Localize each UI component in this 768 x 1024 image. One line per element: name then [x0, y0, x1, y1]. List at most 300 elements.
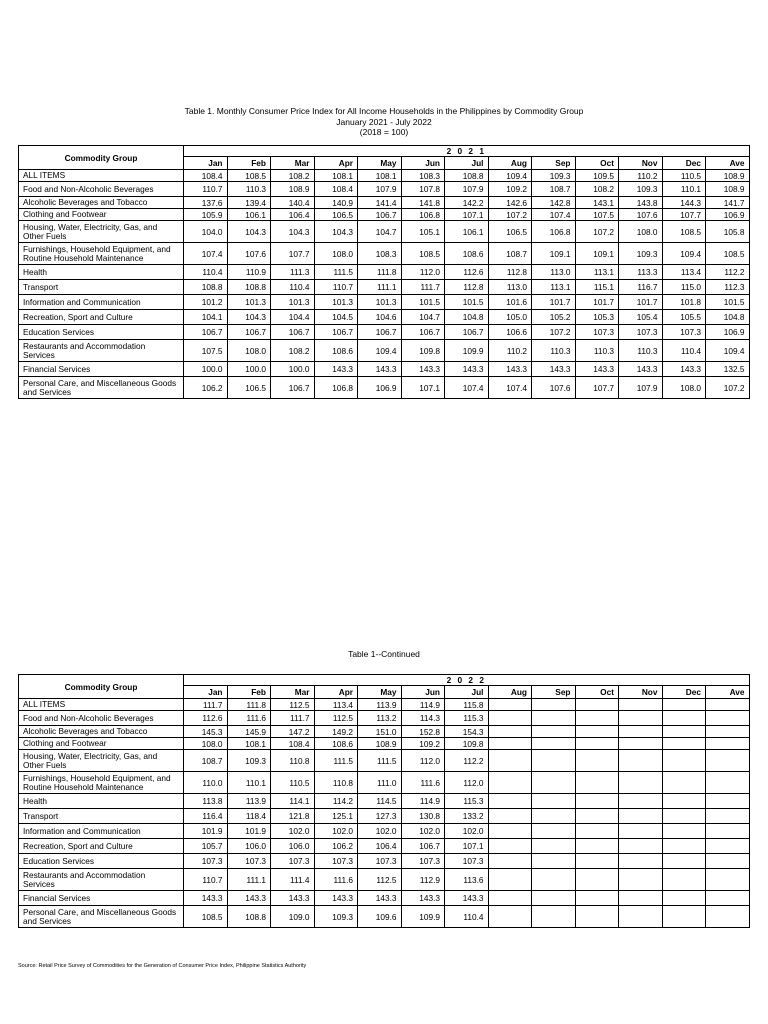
table-row — [19, 340, 750, 362]
index-value: 112.5 — [314, 711, 358, 726]
month-header: Dec — [662, 686, 706, 699]
index-value: 147.2 — [271, 726, 315, 738]
index-value: 139.4 — [227, 197, 271, 209]
commodity-name: Education Services — [19, 854, 184, 869]
index-value: 109.4 — [706, 340, 750, 362]
month-header: Oct — [575, 157, 619, 170]
index-value: 107.4 — [532, 209, 576, 221]
index-value: 144.3 — [662, 197, 706, 209]
index-value: 108.9 — [706, 182, 750, 197]
index-value: 113.6 — [445, 869, 489, 891]
commodity-name: Food and Non-Alcoholic Beverages — [19, 711, 184, 726]
index-value: 108.3 — [401, 170, 445, 182]
index-value: 106.9 — [706, 325, 750, 340]
index-value: 112.0 — [401, 265, 445, 280]
index-value: 130.8 — [401, 809, 445, 824]
index-value: 143.3 — [314, 362, 358, 377]
index-value: 107.1 — [401, 377, 445, 399]
commodity-group-header: Commodity Group — [19, 675, 184, 699]
index-value: 102.0 — [271, 824, 315, 839]
index-value: 109.2 — [488, 182, 532, 197]
month-header: Mar — [271, 157, 315, 170]
index-value: 106.1 — [445, 221, 489, 243]
table-row — [19, 310, 750, 325]
index-value: 108.4 — [184, 170, 228, 182]
index-value — [619, 891, 663, 906]
index-value — [488, 906, 532, 928]
table-row — [19, 906, 750, 928]
table-row — [19, 711, 750, 726]
index-value: 140.4 — [271, 197, 315, 209]
index-value: 107.8 — [401, 182, 445, 197]
index-value: 107.3 — [619, 325, 663, 340]
year-header: 2 0 2 2 — [184, 675, 750, 686]
index-value — [619, 726, 663, 738]
index-value: 101.3 — [227, 295, 271, 310]
index-value: 112.8 — [488, 265, 532, 280]
table-row — [19, 265, 750, 280]
index-value: 142.2 — [445, 197, 489, 209]
commodity-name: Transport — [19, 809, 184, 824]
month-header: Jan — [184, 686, 228, 699]
index-value: 105.8 — [706, 221, 750, 243]
index-value: 107.3 — [358, 854, 402, 869]
index-value: 111.8 — [358, 265, 402, 280]
index-value: 108.6 — [314, 738, 358, 750]
commodity-name: Transport — [19, 280, 184, 295]
index-value — [488, 809, 532, 824]
commodity-name: Recreation, Sport and Culture — [19, 310, 184, 325]
index-value: 100.0 — [184, 362, 228, 377]
index-value: 151.0 — [358, 726, 402, 738]
index-value: 101.9 — [227, 824, 271, 839]
index-value: 112.3 — [706, 280, 750, 295]
index-value: 113.4 — [662, 265, 706, 280]
index-value: 106.7 — [358, 209, 402, 221]
index-value: 149.2 — [314, 726, 358, 738]
header-row-year — [19, 146, 750, 157]
index-value: 108.9 — [706, 170, 750, 182]
index-value: 113.9 — [358, 699, 402, 711]
table-row — [19, 280, 750, 295]
month-header: Nov — [619, 157, 663, 170]
index-value: 106.5 — [314, 209, 358, 221]
index-value — [662, 906, 706, 928]
index-value: 111.5 — [314, 750, 358, 772]
index-value — [706, 854, 750, 869]
index-value: 116.7 — [619, 280, 663, 295]
index-value: 108.1 — [314, 170, 358, 182]
index-value: 104.4 — [271, 310, 315, 325]
index-value — [488, 699, 532, 711]
commodity-name: Alcoholic Beverages and Tobacco — [19, 197, 184, 209]
index-value: 107.9 — [619, 377, 663, 399]
month-header: Jul — [445, 157, 489, 170]
index-value: 107.4 — [488, 377, 532, 399]
index-value: 106.7 — [314, 325, 358, 340]
month-header: Feb — [227, 686, 271, 699]
index-value: 109.6 — [358, 906, 402, 928]
index-value — [619, 869, 663, 891]
index-value — [488, 711, 532, 726]
index-value: 104.5 — [314, 310, 358, 325]
index-value: 110.7 — [184, 869, 228, 891]
index-value: 143.3 — [445, 891, 489, 906]
index-value: 106.9 — [358, 377, 402, 399]
index-value: 143.3 — [488, 362, 532, 377]
index-value: 107.9 — [358, 182, 402, 197]
index-value: 110.7 — [314, 280, 358, 295]
month-header: Nov — [619, 686, 663, 699]
index-value: 109.0 — [271, 906, 315, 928]
index-value: 113.1 — [575, 265, 619, 280]
index-value: 141.8 — [401, 197, 445, 209]
index-value — [575, 891, 619, 906]
index-value: 108.1 — [358, 170, 402, 182]
index-value: 109.4 — [662, 243, 706, 265]
month-header: Jun — [401, 157, 445, 170]
index-value — [575, 711, 619, 726]
index-value: 104.6 — [358, 310, 402, 325]
index-value: 108.9 — [271, 182, 315, 197]
index-value — [706, 699, 750, 711]
index-value: 108.7 — [488, 243, 532, 265]
index-value: 109.8 — [445, 738, 489, 750]
month-header: May — [358, 686, 402, 699]
index-value — [619, 699, 663, 711]
index-value — [706, 794, 750, 809]
index-value: 143.3 — [358, 362, 402, 377]
index-value: 112.5 — [358, 869, 402, 891]
table-row — [19, 362, 750, 377]
index-value — [575, 869, 619, 891]
index-value: 107.5 — [184, 340, 228, 362]
index-value: 106.1 — [227, 209, 271, 221]
index-value: 110.1 — [662, 182, 706, 197]
index-value — [706, 839, 750, 854]
index-value: 115.0 — [662, 280, 706, 295]
index-value — [662, 738, 706, 750]
commodity-name: Furnishings, Household Equipment, and Routine Household Maintenance — [19, 243, 184, 265]
index-value: 127.3 — [358, 809, 402, 824]
table-title: Table 1. Monthly Consumer Price Index for All Income Households in the Philippines by Commodity Group — [184, 106, 584, 116]
month-header: Feb — [227, 157, 271, 170]
index-value: 109.3 — [619, 243, 663, 265]
index-value: 141.4 — [358, 197, 402, 209]
index-value — [619, 750, 663, 772]
month-header: Jul — [445, 686, 489, 699]
commodity-group-header: Commodity Group — [19, 146, 184, 170]
index-value: 108.5 — [184, 906, 228, 928]
index-value — [488, 891, 532, 906]
index-value: 101.3 — [271, 295, 315, 310]
index-value — [619, 794, 663, 809]
index-value — [575, 824, 619, 839]
index-value: 108.7 — [532, 182, 576, 197]
index-value: 110.4 — [184, 265, 228, 280]
index-value: 108.5 — [401, 243, 445, 265]
table-row — [19, 824, 750, 839]
index-value — [575, 906, 619, 928]
index-value: 114.9 — [401, 794, 445, 809]
table-row — [19, 699, 750, 711]
table-row — [19, 377, 750, 399]
index-value: 107.7 — [662, 209, 706, 221]
year-header: 2 0 2 1 — [184, 146, 750, 157]
index-value: 101.2 — [184, 295, 228, 310]
index-value — [488, 854, 532, 869]
index-value: 104.3 — [227, 310, 271, 325]
index-value: 107.3 — [271, 854, 315, 869]
index-value: 106.7 — [401, 325, 445, 340]
index-value — [532, 794, 576, 809]
month-header: Aug — [488, 686, 532, 699]
index-value: 113.8 — [184, 794, 228, 809]
index-value: 108.8 — [184, 280, 228, 295]
index-value — [662, 750, 706, 772]
table-row — [19, 869, 750, 891]
index-value — [662, 711, 706, 726]
index-value: 108.0 — [619, 221, 663, 243]
index-value: 106.8 — [314, 377, 358, 399]
index-value: 107.3 — [184, 854, 228, 869]
index-value: 111.7 — [401, 280, 445, 295]
table-row — [19, 839, 750, 854]
index-value: 112.8 — [445, 280, 489, 295]
index-value: 107.3 — [227, 854, 271, 869]
index-value: 143.3 — [314, 891, 358, 906]
index-value — [706, 869, 750, 891]
commodity-name: Housing, Water, Electricity, Gas, and Other Fuels — [19, 221, 184, 243]
index-value: 111.0 — [358, 772, 402, 794]
continued-title: Table 1--Continued — [348, 649, 420, 659]
index-value: 113.0 — [488, 280, 532, 295]
index-value: 111.1 — [358, 280, 402, 295]
index-value: 112.2 — [445, 750, 489, 772]
table-row — [19, 750, 750, 772]
index-value: 137.6 — [184, 197, 228, 209]
index-value — [706, 772, 750, 794]
index-value — [488, 869, 532, 891]
index-value: 112.6 — [445, 265, 489, 280]
index-value — [706, 750, 750, 772]
index-value: 109.3 — [532, 170, 576, 182]
index-value: 110.3 — [227, 182, 271, 197]
index-value: 111.6 — [227, 711, 271, 726]
index-value: 102.0 — [314, 824, 358, 839]
header-row-year — [19, 675, 750, 686]
index-value: 108.4 — [271, 738, 315, 750]
commodity-name: Alcoholic Beverages and Tobacco — [19, 726, 184, 738]
index-value: 109.9 — [445, 340, 489, 362]
index-value: 110.8 — [314, 772, 358, 794]
month-header: May — [358, 157, 402, 170]
table-row — [19, 738, 750, 750]
index-value: 104.3 — [314, 221, 358, 243]
commodity-name: Information and Communication — [19, 824, 184, 839]
index-value — [532, 824, 576, 839]
index-value: 114.1 — [271, 794, 315, 809]
index-value — [619, 906, 663, 928]
index-value: 104.1 — [184, 310, 228, 325]
index-value: 110.5 — [662, 170, 706, 182]
index-value: 106.7 — [445, 325, 489, 340]
index-value: 111.6 — [401, 772, 445, 794]
table-row — [19, 325, 750, 340]
index-value: 105.4 — [619, 310, 663, 325]
month-header: Jun — [401, 686, 445, 699]
commodity-name: Clothing and Footwear — [19, 738, 184, 750]
table-row — [19, 726, 750, 738]
index-value: 106.0 — [271, 839, 315, 854]
index-value — [662, 809, 706, 824]
index-value: 108.5 — [706, 243, 750, 265]
index-value: 109.4 — [488, 170, 532, 182]
table-row — [19, 854, 750, 869]
index-value: 107.7 — [575, 377, 619, 399]
index-value: 110.3 — [619, 340, 663, 362]
index-value — [706, 891, 750, 906]
index-value — [488, 772, 532, 794]
index-value: 107.6 — [227, 243, 271, 265]
index-value: 101.9 — [184, 824, 228, 839]
index-value: 143.3 — [532, 362, 576, 377]
index-value: 140.9 — [314, 197, 358, 209]
month-header: Dec — [662, 157, 706, 170]
index-value: 107.3 — [662, 325, 706, 340]
commodity-name: Health — [19, 265, 184, 280]
index-value: 110.0 — [184, 772, 228, 794]
index-value — [575, 738, 619, 750]
index-value: 107.2 — [706, 377, 750, 399]
index-value — [575, 809, 619, 824]
index-value: 111.5 — [358, 750, 402, 772]
index-value: 105.0 — [488, 310, 532, 325]
index-value: 108.8 — [445, 170, 489, 182]
index-value: 110.4 — [445, 906, 489, 928]
commodity-name: Financial Services — [19, 362, 184, 377]
index-value — [619, 854, 663, 869]
index-value — [662, 794, 706, 809]
commodity-name: Health — [19, 794, 184, 809]
commodity-name: Personal Care, and Miscellaneous Goods and Services — [19, 906, 184, 928]
index-value: 114.2 — [314, 794, 358, 809]
index-value: 142.8 — [532, 197, 576, 209]
index-value: 108.7 — [184, 750, 228, 772]
commodity-name: Restaurants and Accommodation Services — [19, 340, 184, 362]
index-value: 107.3 — [445, 854, 489, 869]
index-value: 110.2 — [488, 340, 532, 362]
index-value — [662, 839, 706, 854]
index-value: 101.5 — [706, 295, 750, 310]
index-value — [619, 738, 663, 750]
index-value: 104.7 — [401, 310, 445, 325]
index-value: 143.3 — [184, 891, 228, 906]
commodity-name: Housing, Water, Electricity, Gas, and Other Fuels — [19, 750, 184, 772]
index-value: 112.2 — [706, 265, 750, 280]
index-value: 114.3 — [401, 711, 445, 726]
commodity-name: Furnishings, Household Equipment, and Routine Household Maintenance — [19, 772, 184, 794]
index-value: 115.3 — [445, 711, 489, 726]
index-value: 101.3 — [358, 295, 402, 310]
index-value: 105.9 — [184, 209, 228, 221]
index-value — [532, 772, 576, 794]
index-value: 108.0 — [184, 738, 228, 750]
index-value: 108.0 — [227, 340, 271, 362]
index-value: 108.9 — [358, 738, 402, 750]
index-value: 107.3 — [314, 854, 358, 869]
index-value: 106.7 — [401, 839, 445, 854]
index-value: 107.3 — [575, 325, 619, 340]
commodity-name: Information and Communication — [19, 295, 184, 310]
index-value — [575, 699, 619, 711]
index-value — [619, 809, 663, 824]
index-value — [662, 869, 706, 891]
index-value: 110.2 — [619, 170, 663, 182]
commodity-name: Education Services — [19, 325, 184, 340]
index-value: 113.1 — [532, 280, 576, 295]
month-header: Ave — [706, 686, 750, 699]
index-value: 111.3 — [271, 265, 315, 280]
index-value — [706, 711, 750, 726]
index-value: 104.3 — [271, 221, 315, 243]
index-value: 108.2 — [575, 182, 619, 197]
index-value: 108.6 — [445, 243, 489, 265]
index-value: 115.3 — [445, 794, 489, 809]
source-note: Source: Retail Price Survey of Commodities for the Generation of Consumer Price Index, Philippine Statistics Authority — [18, 963, 307, 969]
index-value: 143.3 — [227, 891, 271, 906]
index-value: 110.3 — [575, 340, 619, 362]
index-value: 108.2 — [271, 340, 315, 362]
index-value — [488, 738, 532, 750]
index-value: 101.3 — [314, 295, 358, 310]
index-value: 106.0 — [227, 839, 271, 854]
commodity-name: Clothing and Footwear — [19, 209, 184, 221]
index-value: 110.8 — [271, 750, 315, 772]
index-value: 106.7 — [184, 325, 228, 340]
index-value — [532, 726, 576, 738]
index-value: 108.4 — [314, 182, 358, 197]
index-value: 108.2 — [271, 170, 315, 182]
index-value — [532, 738, 576, 750]
index-value: 114.5 — [358, 794, 402, 809]
month-header: Apr — [314, 686, 358, 699]
table-row — [19, 772, 750, 794]
commodity-name: Personal Care, and Miscellaneous Goods and Services — [19, 377, 184, 399]
index-value: 104.7 — [358, 221, 402, 243]
index-value: 106.4 — [358, 839, 402, 854]
index-value: 108.1 — [227, 738, 271, 750]
index-value: 106.7 — [271, 325, 315, 340]
index-value: 112.6 — [184, 711, 228, 726]
index-value: 113.0 — [532, 265, 576, 280]
index-value — [706, 809, 750, 824]
index-value: 100.0 — [227, 362, 271, 377]
index-value: 100.0 — [271, 362, 315, 377]
index-value — [532, 891, 576, 906]
index-value: 108.6 — [314, 340, 358, 362]
month-header: Ave — [706, 157, 750, 170]
index-value: 110.3 — [532, 340, 576, 362]
index-value: 105.1 — [401, 221, 445, 243]
index-value: 107.2 — [532, 325, 576, 340]
table-row — [19, 809, 750, 824]
index-value: 108.8 — [227, 280, 271, 295]
table-row — [19, 209, 750, 221]
index-value: 116.4 — [184, 809, 228, 824]
index-value: 154.3 — [445, 726, 489, 738]
index-value — [575, 839, 619, 854]
